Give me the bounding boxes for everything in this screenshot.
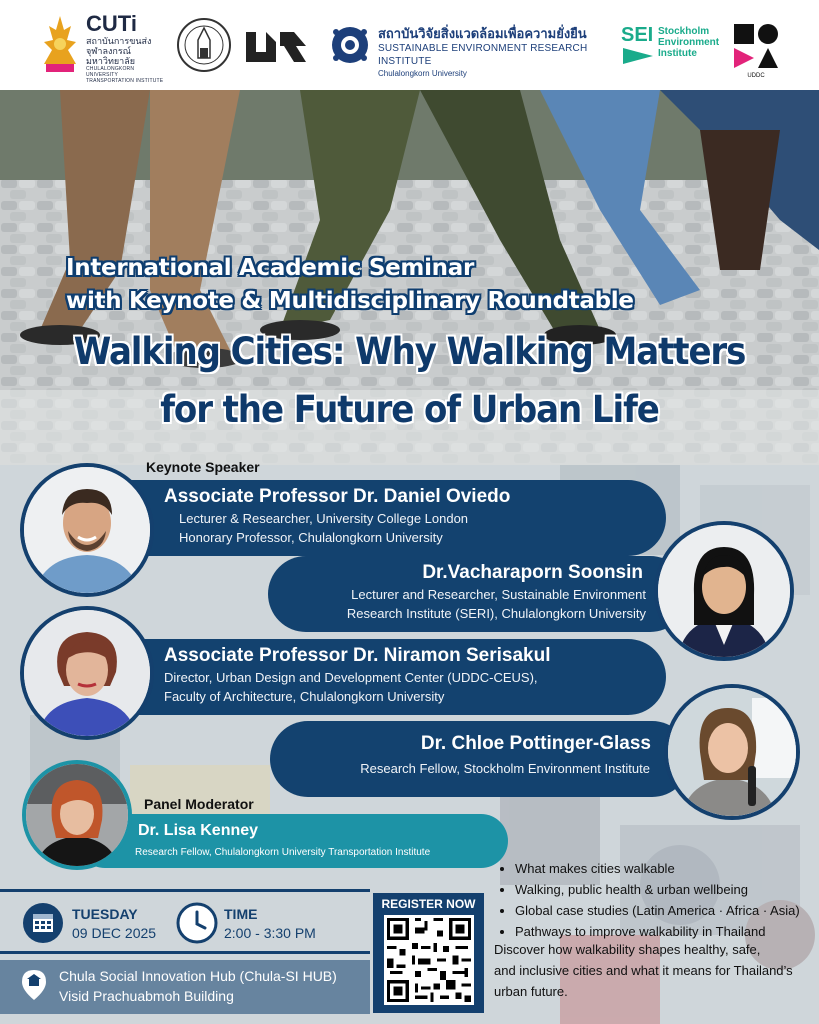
keynote-speaker-label: Keynote Speaker bbox=[146, 459, 260, 475]
panel-moderator-label: Panel Moderator bbox=[144, 796, 254, 812]
location-pin-icon bbox=[18, 968, 50, 1007]
qr-code-icon[interactable] bbox=[384, 915, 474, 1005]
venue-panel bbox=[0, 960, 370, 1014]
speaker-affiliation: Lecturer and Researcher, Sustainable Environment bbox=[351, 587, 646, 602]
moderator-affiliation: Research Fellow, Chulalongkorn University Transportation Institute bbox=[135, 847, 431, 858]
speaker-affiliation: Research Institute (SERI), Chulalongkorn University bbox=[346, 606, 646, 621]
event-date: 09 DEC 2025 bbox=[72, 925, 157, 941]
discover-line3: urban future. bbox=[494, 984, 568, 999]
discover-text bbox=[494, 939, 818, 1002]
topic-item: • Global case studies (Latin America · Africa · Asia) bbox=[515, 900, 815, 921]
moderator-name: Dr. Lisa Kenney bbox=[138, 822, 259, 839]
seri-thai-name: สถาบันวิจัยสิ่งแวดล้อมเพื่อความยั่งยืน bbox=[378, 26, 587, 41]
svg-text:UDDC: UDDC bbox=[747, 73, 765, 78]
speaker-card-serisakul bbox=[92, 639, 666, 715]
topic-item: • What makes cities walkable bbox=[515, 858, 815, 879]
cuti-crest-icon bbox=[40, 12, 80, 78]
discover-line1: Discover how walkability shapes healthy, safe, bbox=[494, 942, 761, 957]
divider bbox=[0, 889, 370, 892]
speaker-name: Associate Professor Dr. Niramon Serisakul bbox=[164, 645, 551, 666]
speaker-name: Associate Professor Dr. Daniel Oviedo bbox=[164, 486, 511, 507]
sei-acronym: SEI bbox=[621, 24, 654, 46]
event-time: 2:00 - 3:30 PM bbox=[224, 925, 316, 941]
calendar-icon bbox=[22, 902, 64, 949]
speaker-photo-serisakul bbox=[20, 606, 154, 740]
seri-english-name: SUSTAINABLE ENVIRONMENT RESEARCH INSTITUTE bbox=[378, 43, 588, 67]
hero-subtitle-line1: International Academic Seminar bbox=[66, 255, 474, 281]
clock-icon bbox=[176, 902, 218, 949]
ura-logo-icon bbox=[244, 12, 308, 78]
sei-name-line3: Institute bbox=[658, 48, 697, 59]
speaker-affiliation: Faculty of Architecture, Chulalongkorn University bbox=[164, 689, 445, 704]
register-now-label[interactable]: REGISTER NOW bbox=[381, 897, 476, 911]
seri-university: Chulalongkorn University bbox=[378, 69, 467, 78]
event-day: TUESDAY bbox=[72, 906, 138, 922]
speaker-affiliation: Honorary Professor, Chulalongkorn University bbox=[179, 530, 443, 545]
speaker-photo-oviedo bbox=[20, 463, 154, 597]
register-panel[interactable] bbox=[373, 893, 484, 1013]
speaker-photo-pottinger-glass bbox=[664, 684, 800, 820]
venue-line2: Visid Prachuabmoh Building bbox=[59, 988, 234, 1004]
hero-subtitle-line2: with Keynote & Multidisciplinary Roundtable bbox=[66, 288, 634, 314]
speaker-card-soonsin bbox=[268, 556, 688, 632]
sei-name-line1: Stockholm bbox=[658, 26, 710, 37]
topics-list bbox=[497, 858, 815, 942]
sei-name-line2: Environment bbox=[658, 37, 720, 48]
hero-title-line2: for the Future of Urban Life bbox=[160, 388, 659, 431]
speaker-photo-soonsin bbox=[654, 521, 794, 661]
sei-chevron-icon bbox=[623, 48, 653, 64]
speaker-name: Dr.Vacharaporn Soonsin bbox=[422, 562, 643, 583]
seri-logo bbox=[378, 26, 610, 92]
cuti-english-name: CHULALONGKORN UNIVERSITY TRANSPORTATION INSTITUTE bbox=[86, 66, 164, 84]
architecture-seal-icon bbox=[176, 12, 232, 78]
speaker-name: Dr. Chloe Pottinger-Glass bbox=[420, 733, 651, 754]
topic-item: • Pathways to improve walkability in Thailand bbox=[515, 921, 815, 942]
topic-item: • Walking, public health & urban wellbeing bbox=[515, 879, 815, 900]
venue-line1: Chula Social Innovation Hub (Chula-SI HUB) bbox=[59, 968, 337, 984]
speaker-card-oviedo bbox=[92, 480, 666, 556]
moderator-photo bbox=[22, 760, 132, 870]
cuti-acronym: CUTi bbox=[86, 11, 137, 36]
speaker-affiliation: Director, Urban Design and Development Center (UDDC-CEUS), bbox=[164, 670, 538, 685]
time-label: TIME bbox=[224, 906, 258, 922]
speaker-affiliation: Research Fellow, Stockholm Environment Institute bbox=[360, 761, 650, 776]
discover-line2: and inclusive cities and what it means for Thailand’s bbox=[494, 963, 793, 978]
speaker-affiliation: Lecturer & Researcher, University College London bbox=[179, 511, 469, 526]
cuti-logo bbox=[86, 11, 164, 84]
hero-title-line1: Walking Cities: Why Walking Matters bbox=[73, 330, 746, 373]
hero-banner bbox=[0, 90, 819, 465]
cuti-thai-name: สถาบันการขนส่ง จุฬาลงกรณ์มหาวิทยาลัย bbox=[86, 36, 152, 66]
divider bbox=[0, 951, 370, 954]
logo-bar bbox=[0, 0, 819, 90]
uddc-logo-icon bbox=[732, 22, 780, 88]
moderator-card bbox=[78, 814, 508, 868]
speaker-card-pottinger-glass bbox=[270, 721, 690, 797]
seri-emblem-icon bbox=[330, 12, 370, 78]
sei-logo bbox=[621, 24, 721, 90]
